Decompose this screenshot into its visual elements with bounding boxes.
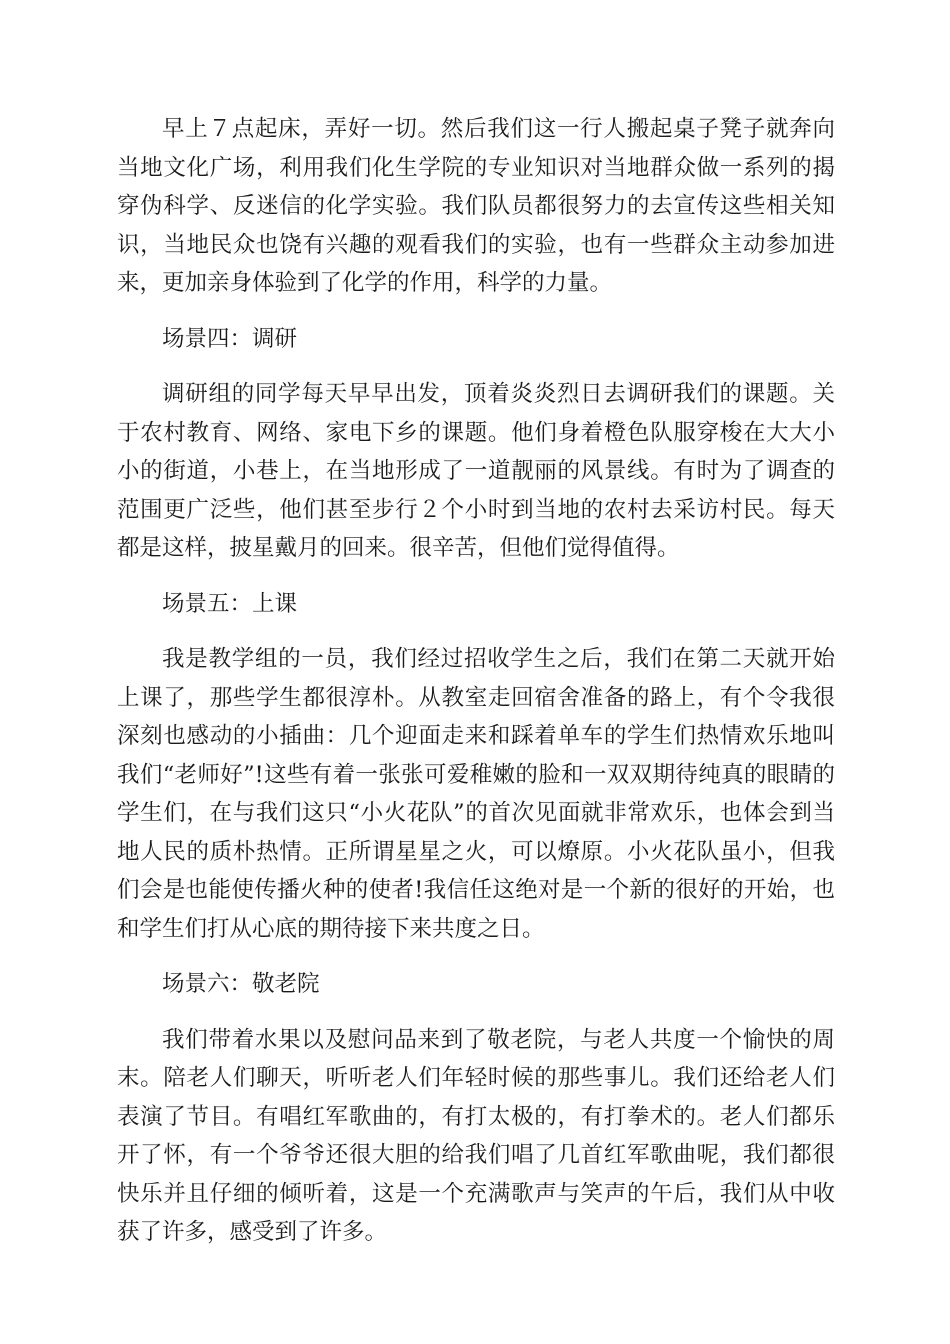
paragraph-morning-experiment: 早上７点起床，弄好一切。然后我们这一行人搬起桌子凳子就奔向当地文化广场，利用我们化生学院的专业知识对当地群众做一系列的揭穿伪科学、反迷信的化学实验。我们队员都很努力的去宣传这些相关知识，当地民众也饶有兴趣的观看我们的实验，也有一些群众主动参加进来，更加亲身体验到了化学的作用，科学的力量。 [117, 116, 835, 296]
section-heading-nursing-home: 场景六：敬老院 [162, 971, 320, 997]
document-body [117, 110, 835, 1269]
paragraph-class: 我是教学组的一员，我们经过招收学生之后，我们在第二天就开始上课了，那些学生都很淳朴。从教室走回宿舍准备的路上，有个令我很深刻也感动的小插曲：几个迎面走来和踩着单车的学生们热情欢乐地叫我们“老师好”!这些有着一张张可爱稚嫩的脸和一双双期待纯真的眼睛的学生们，在与我们这只“小火花队”的首次见面就非常欢乐，也体会到当地人民的质朴热情。正所谓星星之火，可以燎原。小火花队虽小，但我们会是也能使传播火种的使者!我信任这绝对是一个新的很好的开始，也和学生们打从心底的期待接下来共度之日。 [117, 646, 835, 942]
paragraph-nursing-home: 我们带着水果以及慰问品来到了敬老院，与老人共度一个愉快的周末。陪老人们聊天，听听老人们年轻时候的那些事儿。我们还给老人们表演了节目。有唱红军歌曲的，有打太极的，有打拳术的。老人们都乐开了怀，有一个爷爷还很大胆的给我们唱了几首红军歌曲呢，我们都很快乐并且仔细的倾听着，这是一个充满歌声与笑声的午后，我们从中收获了许多，感受到了许多。 [117, 1026, 835, 1245]
paragraph-research: 调研组的同学每天早早出发，顶着炎炎烈日去调研我们的课题。关于农村教育、网络、家电下乡的课题。他们身着橙色队服穿梭在大大小小的街道，小巷上，在当地形成了一道靓丽的风景线。有时为了调查的范围更广泛些，他们甚至步行２个小时到当地的农村去采访村民。每天都是这样，披星戴月的回来。很辛苦，但他们觉得值得。 [117, 381, 835, 561]
section-heading-class: 场景五：上课 [162, 590, 298, 617]
section-heading-research: 场景四：调研 [162, 325, 298, 352]
